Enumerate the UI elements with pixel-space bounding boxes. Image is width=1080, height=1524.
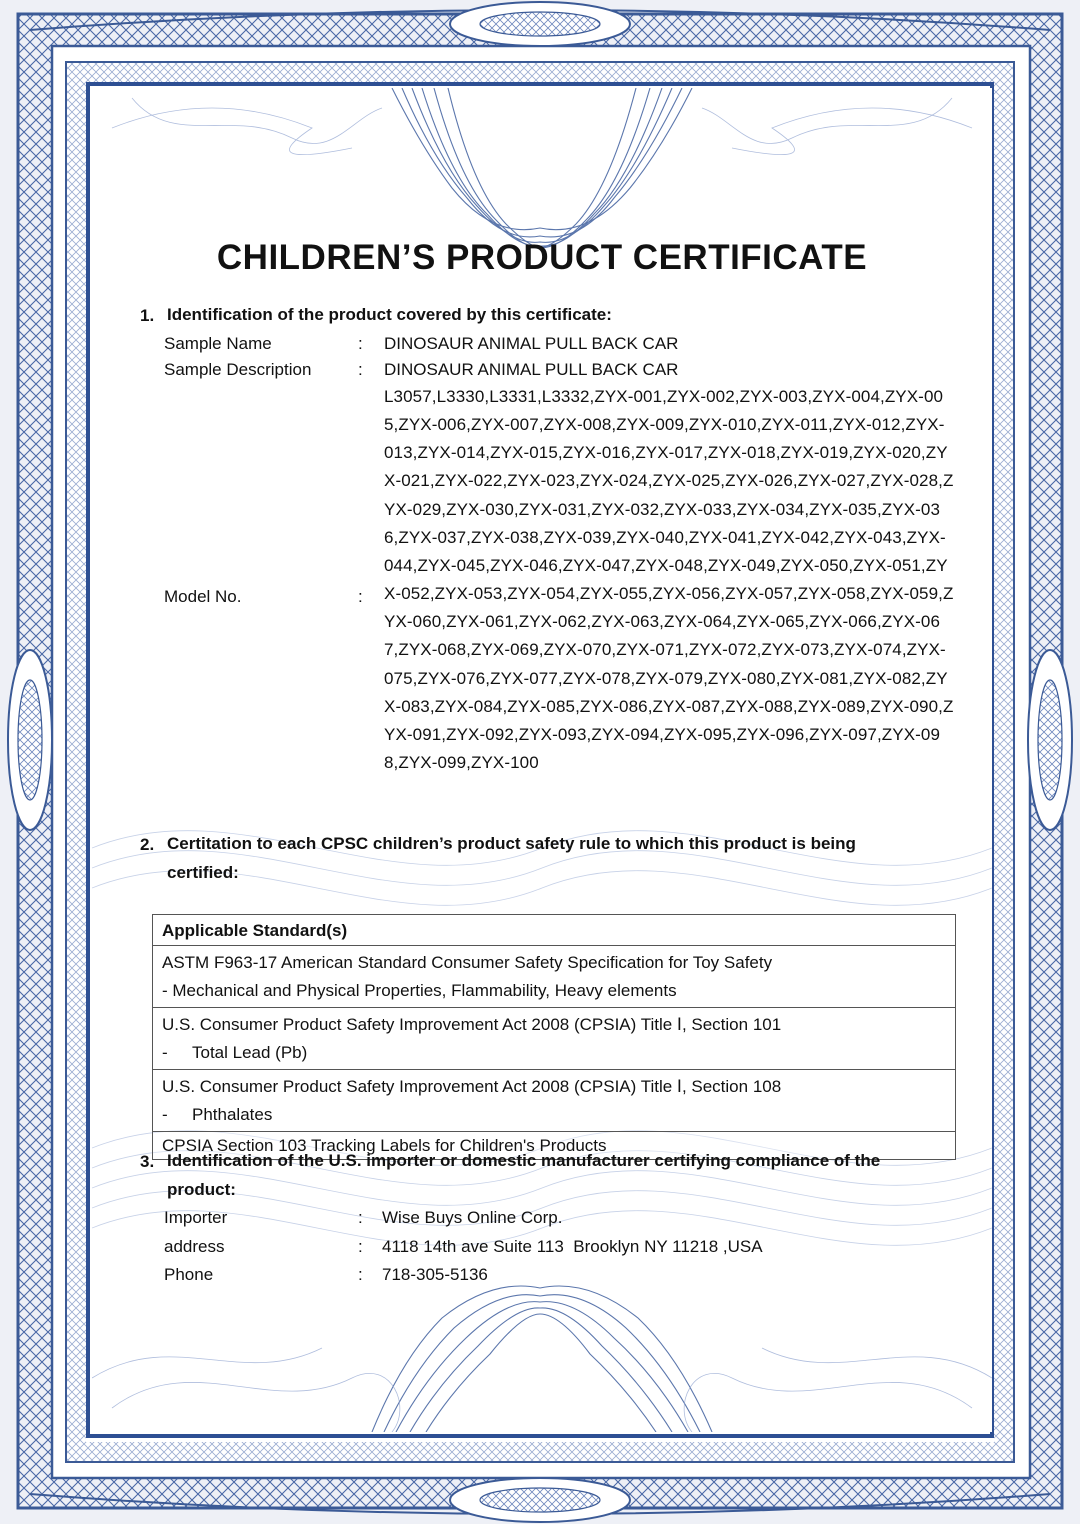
model-no-colon: : xyxy=(358,587,363,606)
model-numbers-list: L3057,L3330,L3331,L3332,ZYX-001,ZYX-002,ZYX-003,ZYX-004,ZYX-005,ZYX-006,ZYX-007,ZYX-008,ZYX-009,ZYX-010,ZYX-011,ZYX-012,ZYX-013,ZYX-014,ZYX-015,ZYX-016,ZYX-017,ZYX-018,ZYX-019,ZYX-020,ZYX-021,ZYX-022,ZYX-023,ZYX-024,ZYX-025,ZYX-026,ZYX-027,ZYX-028,ZYX-029,ZYX-030,ZYX-031,ZYX-032,ZYX-033,ZYX-034,ZYX-035,ZYX-036,ZYX-037,ZYX-038,ZYX-039,ZYX-040,ZYX-041,ZYX-042,ZYX-043,ZYX-044,ZYX-045,ZYX-046,ZYX-047,ZYX-048,ZYX-049,ZYX-050,ZYX-051,ZYX-052,ZYX-053,ZYX-054,ZYX-055,ZYX-056,ZYX-057,ZYX-058,ZYX-059,ZYX-060,ZYX-061,ZYX-062,ZYX-063,ZYX-064,ZYX-065,ZYX-066,ZYX-067,ZYX-068,ZYX-069,ZYX-070,ZYX-071,ZYX-072,ZYX-073,ZYX-074,ZYX-075,ZYX-076,ZYX-077,ZYX-078,ZYX-079,ZYX-080,ZYX-081,ZYX-082,ZYX-083,ZYX-084,ZYX-085,ZYX-086,ZYX-087,ZYX-088,ZYX-089,ZYX-090,ZYX-091,ZYX-092,ZYX-093,ZYX-094,ZYX-095,ZYX-096,ZYX-097,ZYX-098,ZYX-099,ZYX-100 xyxy=(384,387,954,773)
section3-heading-line1: Identification of the U.S. importer or domestic manufacturer certifying compliance of the xyxy=(167,1151,881,1170)
standard-line: CPSIA Section 103 Tracking Labels for Children's Products xyxy=(162,1136,607,1155)
importer-colon: : xyxy=(358,1208,363,1227)
table-header-cell: Applicable Standard(s) xyxy=(153,915,956,946)
standard-line: U.S. Consumer Product Safety Improvement Act 2008 (CPSIA) Title Ⅰ, Section 101 xyxy=(162,1015,782,1034)
standard-subline xyxy=(162,1039,946,1067)
standard-subitem: Total Lead (Pb) xyxy=(192,1043,308,1062)
section1-heading: Identification of the product covered by this certificate: xyxy=(167,305,612,324)
table-row xyxy=(153,1008,956,1070)
dash-marker: - xyxy=(162,1043,168,1062)
address-value: 4118 14th ave Suite 113 Brooklyn NY 11218 ,USA xyxy=(382,1237,763,1256)
address-colon: : xyxy=(358,1237,363,1256)
table-cell xyxy=(153,1008,956,1070)
model-no-label: Model No. xyxy=(164,587,242,606)
section2-heading-line1: Certitation to each CPSC children’s product safety rule to which this product is being xyxy=(167,834,856,853)
phone-value: 718-305-5136 xyxy=(382,1265,488,1284)
section3-heading-line2: product: xyxy=(167,1180,236,1199)
standard-line: ASTM F963-17 American Standard Consumer Safety Specification for Toy Safety xyxy=(162,953,773,972)
phone-colon: : xyxy=(358,1265,363,1284)
standard-subline: - Mechanical and Physical Properties, Flammability, Heavy elements xyxy=(162,981,677,1000)
phone-label: Phone xyxy=(164,1265,214,1284)
sample-name-label: Sample Name xyxy=(164,334,272,353)
dash-marker: - xyxy=(162,1105,168,1124)
standard-subitem: Phthalates xyxy=(192,1105,273,1124)
sample-name-colon: : xyxy=(358,334,363,353)
standard-subline xyxy=(162,1101,946,1129)
sample-name-value: DINOSAUR ANIMAL PULL BACK CAR xyxy=(384,334,679,353)
table-cell xyxy=(153,946,956,1008)
section2-number: 2. xyxy=(140,835,155,854)
certificate-title: CHILDREN’S PRODUCT CERTIFICATE xyxy=(216,238,868,277)
importer-value: Wise Buys Online Corp. xyxy=(382,1208,563,1227)
section3-number: 3. xyxy=(140,1152,155,1171)
certificate-body xyxy=(92,88,992,1432)
sample-description-label: Sample Description xyxy=(164,360,312,379)
sample-description-colon: : xyxy=(358,360,363,379)
sample-description-value: DINOSAUR ANIMAL PULL BACK CAR xyxy=(384,360,679,379)
table-row xyxy=(153,946,956,1008)
importer-label: Importer xyxy=(164,1208,228,1227)
standard-line: U.S. Consumer Product Safety Improvement Act 2008 (CPSIA) Title Ⅰ, Section 108 xyxy=(162,1077,782,1096)
table-cell xyxy=(153,1070,956,1132)
table-header-row xyxy=(153,915,956,946)
section1-number: 1. xyxy=(140,306,155,325)
table-row xyxy=(153,1070,956,1132)
standards-table xyxy=(152,914,956,1160)
address-label: address xyxy=(164,1237,225,1256)
section2-heading-line2: certified: xyxy=(167,863,239,882)
